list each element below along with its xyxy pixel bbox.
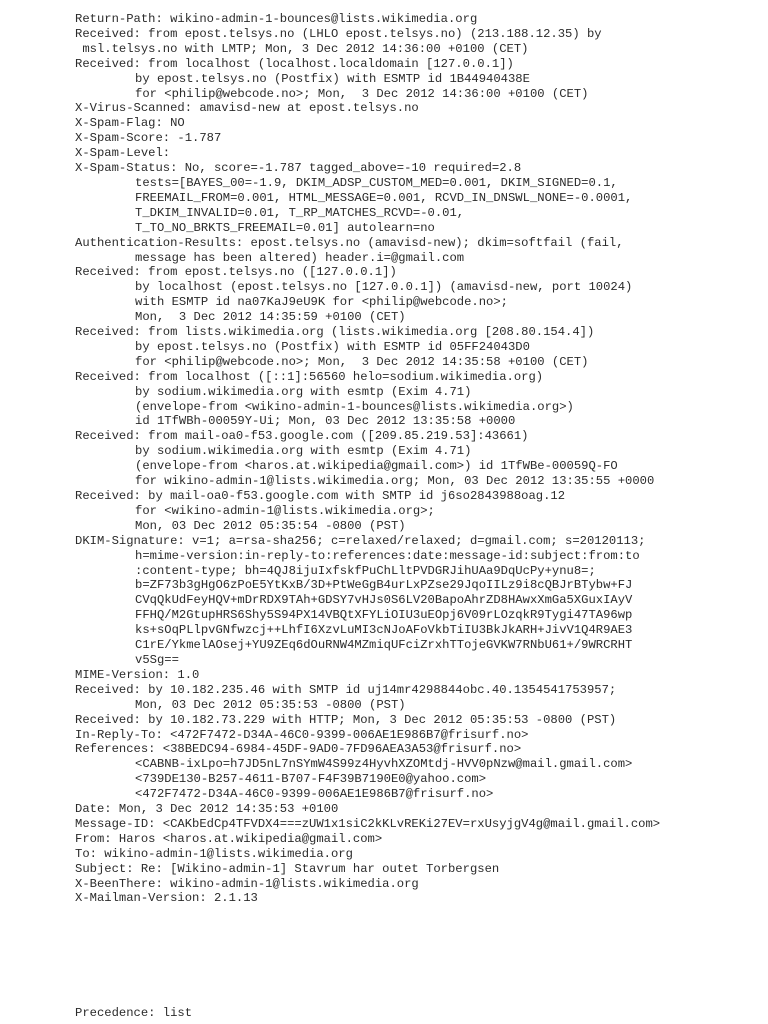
header-field-line: Message-ID: <CAKbEdCp4TFVDX4===zUW1x1siC2kKLvREKi27EV=rxUsyjgV4g@mail.gmail.com> (75, 816, 661, 831)
header-continuation-line: T_TO_NO_BRKTS_FREEMAIL=0.01] autolearn=no (135, 220, 435, 235)
header-field-line: Return-Path: wikino-admin-1-bounces@lists.wikimedia.org (75, 12, 478, 26)
header-continuation-line: by epost.telsys.no (Postfix) with ESMTP id 1B44940438E (135, 71, 530, 86)
precedence-header-line: Precedence: list (75, 1006, 193, 1020)
header-field-line: Received: from localhost (localhost.localdomain [127.0.0.1]) (75, 56, 514, 71)
header-field-line: X-BeenThere: wikino-admin-1@lists.wikimedia.org (75, 876, 419, 891)
header-field-line: Received: from localhost ([::1]:56560 helo=sodium.wikimedia.org) (75, 369, 544, 384)
header-continuation-line: by sodium.wikimedia.org with esmtp (Exim 4.71) (135, 444, 472, 459)
header-field-line: To: wikino-admin-1@lists.wikimedia.org (75, 846, 353, 861)
header-field-line: X-Spam-Flag: NO (75, 116, 185, 131)
header-continuation-line: Mon, 03 Dec 2012 05:35:53 -0800 (PST) (135, 697, 406, 712)
header-continuation-line: b=ZF73b3gHgO6zPoE5YtKxB/3D+PtWeGgB4urLxPZse29JqoIILz9i8cQBJrBTybw+FJ (135, 578, 633, 593)
header-field-line: In-Reply-To: <472F7472-D34A-46C0-9399-006AE1E986B7@frisurf.no> (75, 727, 529, 742)
header-field-line: Received: by 10.182.235.46 with SMTP id uj14mr4298844obc.40.1354541753957; (75, 682, 617, 697)
header-continuation-line: for wikino-admin-1@lists.wikimedia.org; Mon, 03 Dec 2012 13:35:55 +0000 (135, 474, 655, 489)
header-field-line: MIME-Version: 1.0 (75, 667, 200, 682)
header-continuation-line: <CABNB-ixLpo=h7JD5nL7nSYmW4S99z4HyvhXZOMtdj-HVV0pNzw@mail.gmail.com> (135, 757, 633, 772)
header-field-line: Received: from epost.telsys.no (LHLO epost.telsys.no) (213.188.12.35) by (75, 26, 602, 41)
header-continuation-line: Mon, 03 Dec 2012 05:35:54 -0800 (PST) (135, 518, 406, 533)
header-continuation-line: <739DE130-B257-4611-B707-F4F39B7190E0@yahoo.com> (135, 772, 487, 787)
header-continuation-line: CVqQkUdFeyHQV+mDrRDX9TAh+GDSY7vHJs0S6LV20BapoAhrZD8HAwxXmGa5XGuxIAyV (135, 593, 633, 608)
header-continuation-line: with ESMTP id na07KaJ9eU9K for <philip@webcode.no>; (135, 295, 508, 310)
header-continuation-line: h=mime-version:in-reply-to:references:date:message-id:subject:from:to (135, 548, 640, 563)
header-continuation-line: id 1TfWBh-00059Y-Ui; Mon, 03 Dec 2012 13:35:58 +0000 (135, 414, 516, 429)
header-field-line: Received: by 10.182.73.229 with HTTP; Mon, 3 Dec 2012 05:35:53 -0800 (PST) (75, 712, 617, 727)
header-continuation-line: <472F7472-D34A-46C0-9399-006AE1E986B7@frisurf.no> (135, 787, 494, 802)
header-continuation-line: tests=[BAYES_00=-1.9, DKIM_ADSP_CUSTOM_MED=0.001, DKIM_SIGNED=0.1, (135, 175, 618, 190)
header-continuation-line: Mon, 3 Dec 2012 14:35:59 +0100 (CET) (135, 310, 406, 325)
header-continuation-line: by sodium.wikimedia.org with esmtp (Exim 4.71) (135, 384, 472, 399)
header-continuation-line: ks+sOqPLlpvGNfwzcj++LhfI6XzvLuMI3cNJoAFoVkbTiIU3BkJkARH+JivV1Q4R9AE3 (135, 623, 633, 638)
header-field-line: Received: from epost.telsys.no ([127.0.0.1]) (75, 265, 397, 280)
header-continuation-line: FREEMAIL_FROM=0.001, HTML_MESSAGE=0.001, RCVD_IN_DNSWL_NONE=-0.0001, (135, 190, 633, 205)
header-field-line: X-Virus-Scanned: amavisd-new at epost.telsys.no (75, 101, 419, 116)
header-field-line: X-Spam-Level: (75, 146, 171, 161)
header-continuation-line: by epost.telsys.no (Postfix) with ESMTP id 05FF24043D0 (135, 339, 530, 354)
header-continuation-line: for <wikino-admin-1@lists.wikimedia.org>; (135, 503, 435, 518)
header-continuation-line: message has been altered) header.i=@gmail.com (135, 250, 465, 265)
header-field-line: X-Spam-Status: No, score=-1.787 tagged_above=-10 required=2.8 (75, 161, 522, 176)
header-field-line: Received: from mail-oa0-f53.google.com ([209.85.219.53]:43661) (75, 429, 529, 444)
header-field-line: Received: by mail-oa0-f53.google.com with SMTP id j6so2843988oag.12 (75, 489, 566, 503)
header-continuation-line: (envelope-from <haros.at.wikipedia@gmail.com>) id 1TfWBe-00059Q-FO (135, 459, 618, 474)
header-continuation-line: for <philip@webcode.no>; Mon, 3 Dec 2012 14:36:00 +0100 (CET) (135, 86, 589, 101)
header-field-line: References: <38BEDC94-6984-45DF-9AD0-7FD96AEA3A53@frisurf.no> (75, 742, 522, 757)
header-field-line: msl.telsys.no with LMTP; Mon, 3 Dec 2012 14:36:00 +0100 (CET) (75, 41, 529, 56)
header-field-line: X-Mailman-Version: 2.1.13 (75, 891, 258, 906)
email-header-block (75, 12, 765, 906)
header-continuation-line: C1rE/YkmelAOsej+YU9ZEq6dOuRNW4MZmiqUFciZrxhTTojeGVKW7RNbU61+/9WRCRHT (135, 638, 633, 653)
header-continuation-line: by localhost (epost.telsys.no [127.0.0.1]) (amavisd-new, port 10024) (135, 280, 633, 295)
header-continuation-line: for <philip@webcode.no>; Mon, 3 Dec 2012 14:35:58 +0100 (CET) (135, 354, 589, 369)
header-field-line: Received: from lists.wikimedia.org (lists.wikimedia.org [208.80.154.4]) (75, 325, 595, 340)
header-continuation-line: v5Sg== (135, 652, 179, 667)
header-field-line: From: Haros <haros.at.wikipedia@gmail.com> (75, 831, 383, 846)
header-continuation-line: :content-type; bh=4QJ8ijuIxfskfPuChLltPVDGRJihUAa9DqUcPy+ynu8=; (135, 563, 596, 578)
header-field-line: X-Spam-Score: -1.787 (75, 131, 222, 146)
header-continuation-line: FFHQ/M2GtupHRS6Shy5S94PX14VBQtXFYLiOIU3uEOpj6V09rLOzqkR9Tygi47TA96wp (135, 608, 633, 623)
header-field-line: Authentication-Results: epost.telsys.no (amavisd-new); dkim=softfail (fail, (75, 235, 624, 250)
header-field-line: Subject: Re: [Wikino-admin-1] Stavrum har outet Torbergsen (75, 861, 500, 876)
header-continuation-line: T_DKIM_INVALID=0.01, T_RP_MATCHES_RCVD=-0.01, (135, 205, 465, 220)
email-header-trailer (75, 1006, 192, 1021)
header-continuation-line: (envelope-from <wikino-admin-1-bounces@lists.wikimedia.org>) (135, 399, 574, 414)
header-field-line: Date: Mon, 3 Dec 2012 14:35:53 +0100 (75, 802, 339, 817)
header-field-line: DKIM-Signature: v=1; a=rsa-sha256; c=relaxed/relaxed; d=gmail.com; s=20120113; (75, 533, 646, 548)
